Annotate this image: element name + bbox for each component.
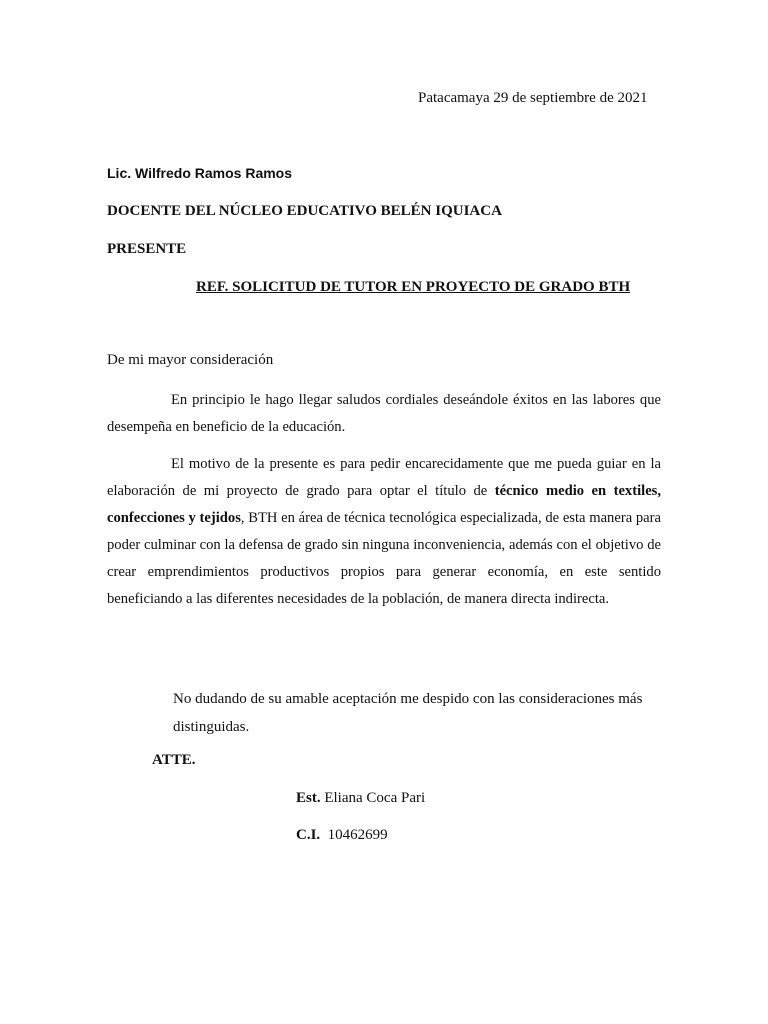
signer-line (296, 790, 425, 807)
recipient-title: DOCENTE DEL NÚCLEO EDUCATIVO BELÉN IQUIACA (107, 203, 502, 219)
ci-line (296, 827, 388, 844)
recipient-name: Lic. Wilfredo Ramos Ramos (107, 165, 293, 181)
signer-name: Eliana Coca Pari (324, 790, 426, 806)
atte-label: ATTE. (152, 752, 196, 768)
reference-line: REF. SOLICITUD DE TUTOR EN PROYECTO DE GRADO BTH (196, 279, 631, 295)
body-paragraph-2 (107, 451, 661, 613)
paragraph-1-text: En principio le hago llegar saludos cordiales deseándole éxitos en las labores que desempeña en beneficio de la educación. (107, 392, 661, 435)
body-paragraph-1 (107, 387, 661, 441)
paragraph-2-text-before: El motivo de la presente es para pedir encarecidamente que me pueda guiar en la elaboración de mi proyecto de grado para optar el título de (107, 456, 661, 499)
ci-number: 10462699 (327, 827, 388, 843)
paragraph-2-bold-text: técnico medio en textiles, confecciones y tejidos (107, 483, 661, 526)
letter-date: Patacamaya 29 de septiembre de 2021 (418, 90, 648, 106)
signer-prefix: Est. (296, 790, 321, 806)
paragraph-2-text-after: , BTH en área de técnica tecnológica especializada, de esta manera para poder culminar con la defensa de grado sin ninguna inconveniencia, además con el objetivo de crear emprendimientos productivos propios para generar economía, en este sentido beneficiando a las diferentes necesidades de la población, de manera directa indirecta. (107, 510, 661, 607)
ci-label: C.I. (296, 827, 321, 843)
closing-paragraph: No dudando de su amable aceptación me despido con las consideraciones más distinguidas. (173, 691, 643, 735)
salutation: De mi mayor consideración (107, 352, 274, 368)
presente-heading: PRESENTE (107, 241, 187, 257)
